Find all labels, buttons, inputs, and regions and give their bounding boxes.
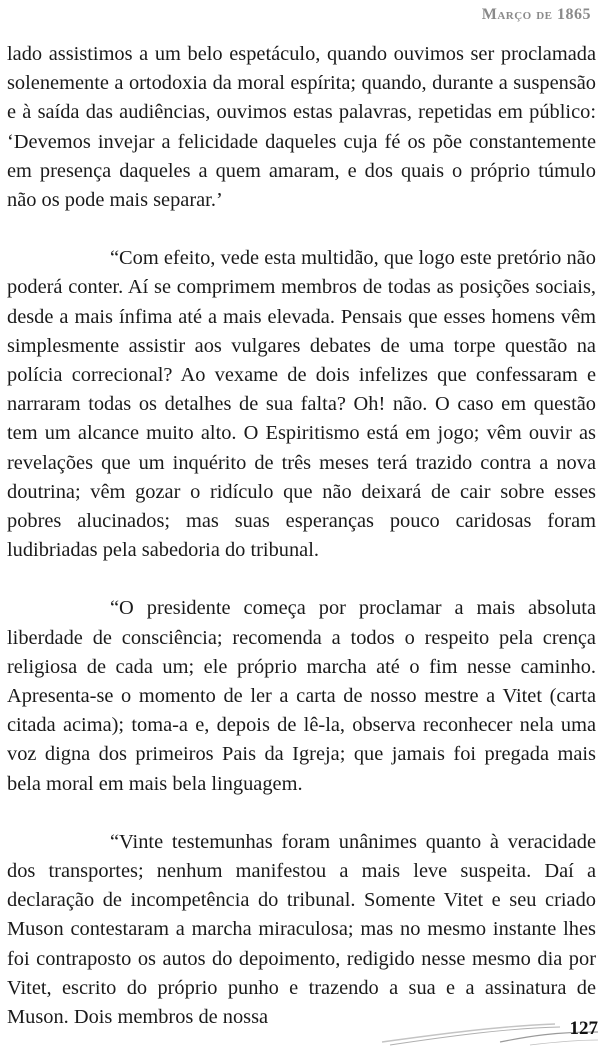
swoosh-ornament-icon (380, 1012, 600, 1048)
paragraph: “Vinte testemunhas foram unânimes quanto à veracidade dos transportes; nenhum manifestou a mais leve suspeita. Daí a declaração de incompetência do tribunal. Somente Vitet e seu criado Muson contestaram a marcha miraculosa; mas no mesmo instante lhes foi contraposto os autos do depoimento, redigido nesse mesmo dia por Vitet, escrito do próprio punho e trazendo a sua e a assinatura de Muson. Dois membros de nossa (7, 830, 596, 1029)
running-header: Março de 1865 (481, 6, 591, 23)
page-footer (380, 1012, 600, 1048)
paragraph-continuation: lado assistimos a um belo espetáculo, quando ouvimos ser proclamada solenemente a ortodoxia da moral espírita; quando, durante a suspensão e à saída das audiências, ouvimos estas palavras, repetidas em público: ‘Devemos invejar a felicidade daqueles cuja fé os põe constantemente em presença daqueles a quem amaram, e dos quais o próprio túmulo não os pode mais separar.’ (7, 43, 596, 212)
paragraph: “O presidente começa por proclamar a mais absoluta liberdade de consciência; recomenda a todos o respeito pela crença religiosa de cada um; ele próprio marcha até o fim nesse caminho. Apresenta-se o momento de ler a carta de nosso mestre a Vitet (carta citada acima); toma-a e, depois de lê-la, observa reconhecer nela uma voz digna dos primeiros Pais da Igreja; que jamais foi pregada mais bela moral em mais bela linguagem. (7, 597, 596, 795)
paragraph: “Com efeito, vede esta multidão, que logo este pretório não poderá conter. Aí se comprimem membros de todas as posições sociais, desde a mais ínfima até a mais elevada. Pensais que esses homens vêm simplesmente assistir aos vulgares debates de uma torpe questão na polícia correcional? Ao vexame de dois infelizes que confessaram e narraram todas os detalhes de sua falta? Oh! não. O caso em questão tem um alcance muito alto. O Espiritismo está em jogo; vêm ouvir as revelações que um inquérito de três meses terá trazido contra a nova doutrina; vêm gozar o ridículo que não deixará de cair sobre esses pobres alucinados; mas suas esperanças pouco caridosas foram ludibriadas pela sabedoria do tribunal. (7, 247, 596, 562)
page-number: 127 (569, 1018, 598, 1039)
page-body (7, 40, 596, 1061)
